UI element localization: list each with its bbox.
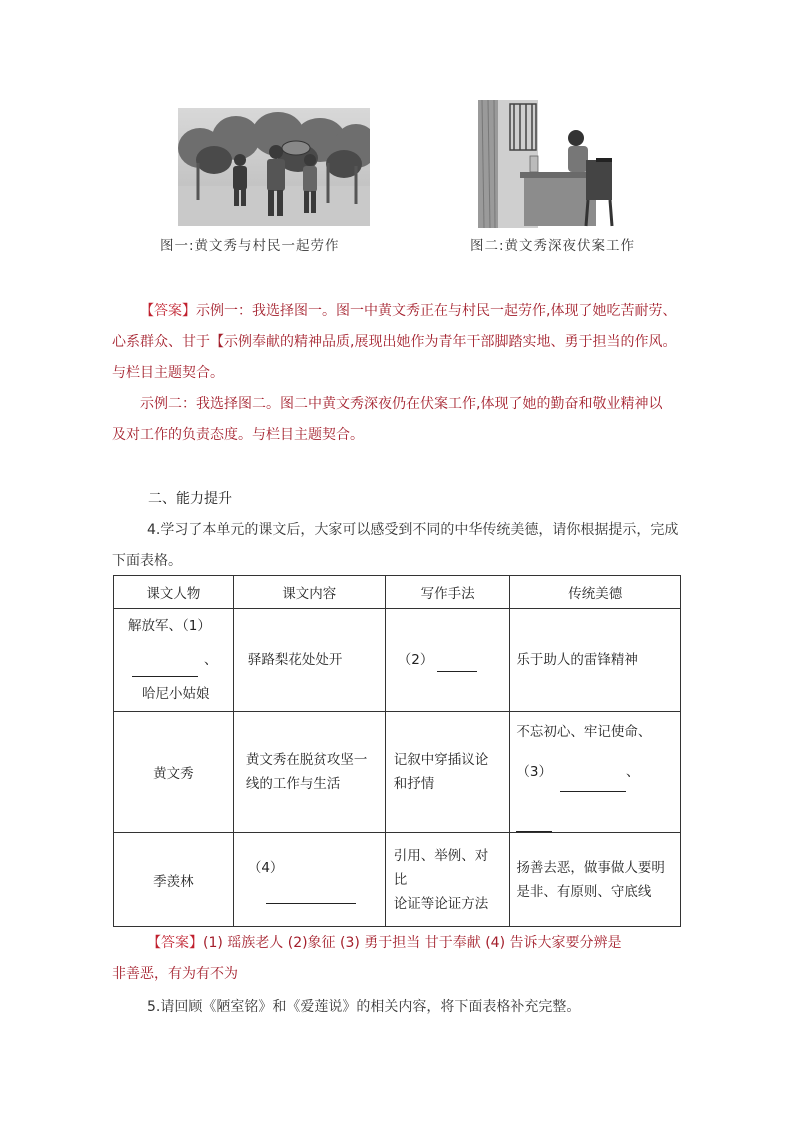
table-row (114, 712, 681, 833)
answer-2-line-1: 【答案】(1) 瑶族老人 (2)象征 (3) 勇于担当 甘于奉献 (4) 告诉大家要分辨是 (112, 928, 682, 959)
figure-2-caption: 图二:黄文秀深夜伏案工作 (470, 238, 636, 254)
cell-content: 驿路梨花处处开 (233, 609, 385, 712)
table-row (114, 609, 681, 712)
answer-tag: 【答案】 (147, 935, 203, 951)
blank-4[interactable] (266, 903, 356, 904)
answer-2-line-2: 非善恶，有为有不为 (112, 966, 238, 982)
answer-1-line-3: 与栏目主题契合。 (112, 365, 224, 381)
figure-working-at-desk-image (478, 100, 634, 228)
cell-person: 解放军、（1） 、 哈尼小姑娘 (114, 609, 234, 712)
answer-1-line-4: 示例二：我选择图二。图二中黄文秀深夜仍在伏案工作,体现了她的勤奋和敬业精神以 (140, 396, 663, 412)
section-title: 二、能力提升 (148, 491, 232, 507)
cell-person: 季羡林 (114, 833, 234, 927)
cell-virtue: 乐于助人的雷锋精神 (510, 609, 681, 712)
question-4-line-2: 下面表格。 (112, 553, 182, 569)
figure-villagers-working-image (178, 108, 370, 226)
blank-2[interactable] (437, 671, 477, 672)
header-content: 课文内容 (233, 576, 385, 609)
header-person: 课文人物 (114, 576, 234, 609)
question-4-line-1: 4.学习了本单元的课文后，大家可以感受到不同的中华传统美德，请你根据提示，完成 (147, 522, 679, 538)
cell-virtue: 扬善去恶，做事做人要明 是非、有原则、守底线 (510, 833, 681, 927)
answer-1-line-2: 心系群众、甘于【示例奉献的精神品质,展现出她作为青年干部脚踏实地、勇于担当的作风。 (112, 334, 677, 350)
table-header-row (114, 576, 681, 609)
cell-method: 记叙中穿插议论 和抒情 (385, 712, 510, 833)
answer-tag: 【答案】 (140, 303, 196, 319)
answer-1-line-1: 【答案】示例一：我选择图一。图一中黄文秀正在与村民一起劳作,体现了她吃苦耐劳、 (112, 296, 682, 327)
cell-method: （2） (385, 609, 510, 712)
virtues-table (113, 575, 681, 927)
cell-content: （4） (233, 833, 385, 927)
table-row (114, 833, 681, 927)
header-virtue: 传统美德 (510, 576, 681, 609)
header-method: 写作手法 (385, 576, 510, 609)
figure-1-caption: 图一:黄文秀与村民一起劳作 (160, 238, 340, 254)
blank-3a[interactable] (560, 791, 626, 792)
cell-content: 黄文秀在脱贫攻坚一 线的工作与生活 (233, 712, 385, 833)
cell-virtue: 不忘初心、牢记使命、 （3） 、 (510, 712, 681, 833)
question-5: 5.请回顾《陋室铭》和《爱莲说》的相关内容，将下面表格补充完整。 (147, 999, 581, 1015)
cell-method: 引用、举例、对比 论证等论证方法 (385, 833, 510, 927)
answer-1-line-5: 及对工作的负责态度。与栏目主题契合。 (112, 427, 364, 443)
cell-person: 黄文秀 (114, 712, 234, 833)
blank-3b[interactable] (516, 831, 552, 832)
